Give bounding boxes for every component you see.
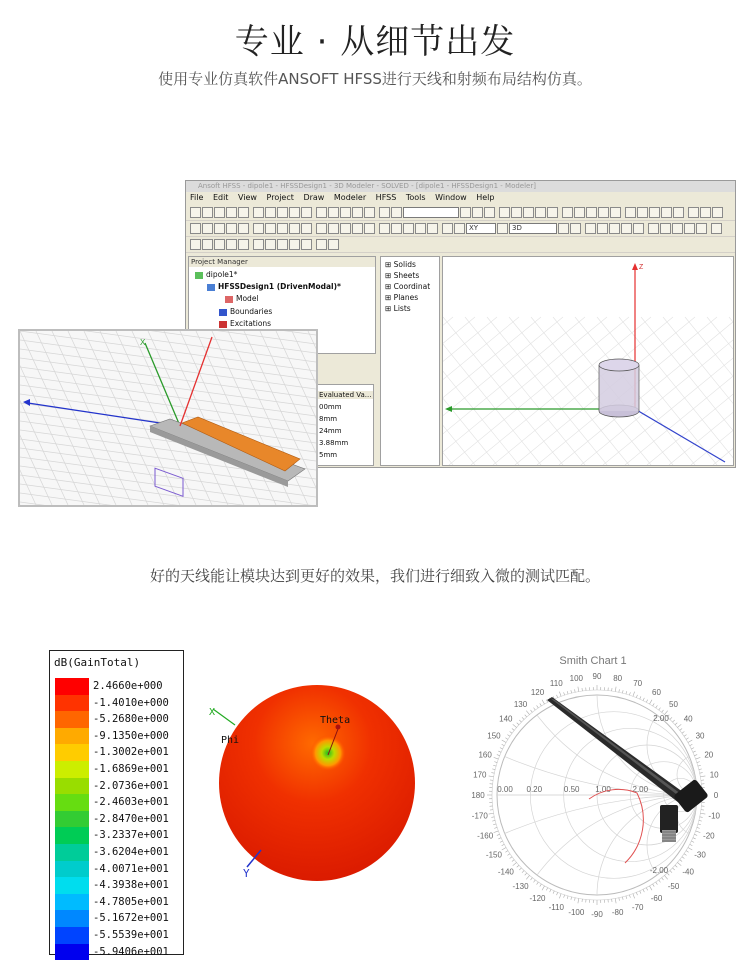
smith-angle-label: -40	[682, 867, 694, 877]
smith-angle-label: -10	[708, 811, 720, 821]
toolbar-button[interactable]	[621, 223, 632, 234]
toolbar-button[interactable]	[610, 207, 621, 218]
antenna-base	[660, 805, 678, 833]
legend-swatch	[55, 894, 89, 911]
menu-modeler[interactable]: Modeler	[333, 193, 367, 202]
smith-resistance-label: 0.20	[526, 785, 543, 794]
toolbar-button[interactable]	[238, 223, 249, 234]
tree-item-solids[interactable]: ⊞ Solids	[385, 260, 416, 269]
legend-label: -1.6869e+001	[93, 763, 169, 775]
toolbar-button[interactable]	[660, 223, 671, 234]
toolbar-button[interactable]	[226, 223, 237, 234]
smith-angle-label: 180	[471, 791, 485, 800]
toolbar-button[interactable]	[226, 239, 237, 250]
legend-swatch	[55, 728, 89, 745]
toolbar-button[interactable]	[574, 207, 585, 218]
toolbar-button[interactable]	[265, 207, 276, 218]
radiation-svg	[205, 675, 455, 885]
smith-resistance-label: 2.00	[632, 785, 649, 794]
legend-swatch	[55, 711, 89, 728]
toolbar-button[interactable]	[265, 223, 276, 234]
radiation-pattern-3d	[205, 675, 455, 885]
toolbar-button[interactable]	[625, 207, 636, 218]
toolbar-button[interactable]	[700, 207, 711, 218]
toolbar-button[interactable]	[585, 223, 596, 234]
project-icon	[195, 272, 203, 279]
toolbar-button[interactable]	[277, 223, 288, 234]
gain-legend	[49, 650, 184, 958]
smith-angle-label: -60	[650, 894, 663, 904]
toolbar-button[interactable]	[277, 239, 288, 250]
toolbar-button[interactable]	[499, 207, 510, 218]
legend-swatch	[55, 927, 89, 944]
hfss-menu-bar	[186, 192, 735, 204]
smith-resistance-label: 0.50	[563, 785, 580, 794]
modeler-viewport-svg	[443, 257, 733, 465]
legend-label: -3.6204e+001	[93, 846, 169, 858]
legend-swatch	[55, 944, 89, 961]
x-axis	[635, 409, 725, 462]
legend-label: -2.8470e+001	[93, 812, 169, 825]
toolbar-button[interactable]	[190, 207, 201, 218]
toolbar-button[interactable]	[316, 223, 327, 234]
legend-swatch	[55, 794, 89, 811]
toolbar-button[interactable]	[427, 223, 438, 234]
legend-title: dB(GainTotal)	[54, 656, 141, 669]
legend-swatch	[55, 778, 89, 795]
smith-angle-label: 110	[549, 679, 563, 689]
toolbar-button[interactable]	[570, 223, 581, 234]
toolbar-button[interactable]	[535, 207, 546, 218]
toolbar-row-2	[186, 221, 735, 237]
theta-label: Theta	[320, 715, 351, 726]
toolbar-button[interactable]	[328, 239, 339, 250]
toolbar-button[interactable]	[688, 207, 699, 218]
pcb-antenna-view	[18, 329, 318, 507]
z-axis-arrow	[632, 263, 638, 270]
toolbar-button[interactable]	[202, 223, 213, 234]
page-subtitle: 使用专业仿真软件ANSOFT HFSS进行天线和射频布局结构仿真。	[158, 70, 592, 88]
toolbar-button[interactable]	[238, 239, 249, 250]
tree-item-boundaries[interactable]: Boundaries	[219, 307, 272, 316]
legend-label: -1.3002e+001	[93, 746, 169, 759]
legend-label: -5.1672e+001	[93, 912, 169, 925]
smith-angle-label: -50	[667, 882, 680, 892]
smith-angle-label: 120	[530, 687, 545, 697]
menu-window[interactable]: Window	[435, 193, 467, 202]
legend-label: -5.9406e+001	[93, 945, 169, 958]
toolbar-button[interactable]	[214, 207, 225, 218]
smith-angle-label: 70	[633, 679, 643, 689]
smith-angle-label: -80	[611, 908, 624, 918]
toolbar-button[interactable]	[265, 239, 276, 250]
smith-angle-label: 40	[683, 714, 693, 724]
smith-resistance-label: 0.00	[497, 785, 513, 794]
smith-angle-label: -130	[512, 882, 529, 892]
toolbar-button[interactable]	[238, 207, 249, 218]
toolbar-button[interactable]	[547, 207, 558, 218]
property-value: 24mm	[319, 427, 342, 435]
toolbar-button[interactable]	[289, 239, 300, 250]
toolbar-button[interactable]	[289, 223, 300, 234]
legend-label: -2.0736e+001	[93, 779, 169, 792]
toolbar-button[interactable]	[316, 239, 327, 250]
tree-item-lists[interactable]: ⊞ Lists	[385, 304, 411, 313]
project-manager-header: Project Manager	[189, 257, 375, 267]
toolbar-button[interactable]	[277, 207, 288, 218]
tree-item-design[interactable]: HFSSDesign1 (DrivenModal)*	[207, 282, 341, 291]
toolbar-button[interactable]	[214, 239, 225, 250]
menu-view[interactable]: View	[237, 193, 257, 202]
cylinder-model	[599, 359, 639, 417]
property-value: 8mm	[319, 415, 338, 423]
toolbar-button[interactable]	[226, 207, 237, 218]
legend-label: 2.4660e+000	[93, 680, 163, 692]
legend-label: -3.2337e+001	[93, 829, 169, 842]
legend-swatch	[55, 827, 89, 844]
modeler-3d-view[interactable]	[442, 256, 734, 466]
smith-angle-label: -90	[591, 910, 603, 919]
smith-angle-label: 60	[652, 687, 661, 697]
toolbar-button[interactable]	[253, 239, 264, 250]
toolbar-button[interactable]	[497, 223, 508, 234]
toolbar-button[interactable]	[379, 207, 390, 218]
toolbar-button[interactable]	[558, 223, 569, 234]
excitations-icon	[219, 321, 227, 328]
legend-label: -4.7805e+001	[93, 895, 169, 908]
smith-angle-label: -140	[497, 867, 514, 877]
toolbar-select[interactable]: 3D	[509, 223, 557, 234]
menu-draw[interactable]: Draw	[303, 193, 325, 202]
legend-swatch	[55, 877, 89, 894]
smith-angle-label: -110	[548, 902, 565, 912]
toolbar-button[interactable]	[712, 207, 723, 218]
legend-label: -9.1350e+000	[93, 729, 169, 742]
toolbar-row-3	[186, 237, 735, 253]
toolbar-select[interactable]	[403, 207, 459, 218]
toolbar-button[interactable]	[391, 207, 402, 218]
toolbar-button[interactable]	[391, 223, 402, 234]
properties-panel	[316, 384, 374, 466]
phi-label: Phi	[221, 735, 240, 746]
smith-chart	[455, 645, 740, 925]
menu-tools[interactable]: Tools	[405, 193, 426, 202]
toolbar-button[interactable]	[672, 223, 683, 234]
smith-angle-label: -100	[568, 908, 585, 918]
legend-swatch	[55, 861, 89, 878]
toolbar-button[interactable]	[379, 223, 390, 234]
gain-sphere	[219, 685, 415, 881]
toolbar-button[interactable]	[352, 223, 363, 234]
toolbar-button[interactable]	[328, 223, 339, 234]
toolbar-button[interactable]	[484, 207, 495, 218]
legend-label: -5.5539e+001	[93, 929, 169, 941]
smith-chart-title: Smith Chart 1	[559, 655, 627, 667]
toolbar-button[interactable]	[328, 207, 339, 218]
toolbar-button[interactable]	[202, 239, 213, 250]
smith-angle-label: -30	[694, 850, 706, 860]
toolbar-row-1	[186, 205, 735, 221]
toolbar-button[interactable]	[460, 207, 471, 218]
model-tree-panel	[380, 256, 440, 466]
smith-resistance-labels	[497, 714, 669, 875]
smith-angle-label: -120	[529, 894, 546, 904]
tree-item-model[interactable]: Model	[225, 294, 259, 303]
smith-angle-label: 150	[487, 731, 501, 741]
menu-file[interactable]: File	[190, 193, 204, 202]
smith-resistance-label: 1.00	[595, 785, 611, 794]
smith-angle-label: 130	[513, 699, 528, 709]
gain-null	[310, 735, 346, 771]
toolbar-button[interactable]	[301, 207, 312, 218]
tree-item-coordinates[interactable]: ⊞ Coordinat	[385, 282, 431, 291]
property-value: 3.88mm	[319, 439, 349, 447]
property-value: 5mm	[319, 451, 338, 459]
model-icon	[225, 296, 233, 303]
legend-label: -4.0071e+001	[93, 862, 169, 875]
smith-angle-label: 140	[499, 714, 513, 724]
toolbar-button[interactable]	[598, 207, 609, 218]
toolbar-button[interactable]	[442, 223, 453, 234]
toolbar-button[interactable]	[352, 207, 363, 218]
smith-angle-label: 50	[669, 699, 678, 709]
toolbar-button[interactable]	[253, 223, 264, 234]
toolbar-button[interactable]	[711, 223, 722, 234]
property-value: 00mm	[319, 403, 342, 411]
legend-label: -5.2680e+000	[93, 713, 169, 726]
toolbar-button[interactable]	[673, 207, 684, 218]
smith-angle-label: 90	[592, 672, 602, 681]
toolbar-button[interactable]	[190, 239, 201, 250]
toolbar-button[interactable]	[609, 223, 620, 234]
toolbar-button[interactable]	[403, 223, 414, 234]
menu-help[interactable]: Help	[476, 193, 495, 202]
legend-swatch	[55, 761, 89, 778]
toolbar-select[interactable]: XY	[466, 223, 496, 234]
toolbar-button[interactable]	[301, 223, 312, 234]
toolbar-button[interactable]	[301, 239, 312, 250]
toolbar-button[interactable]	[661, 207, 672, 218]
smith-angle-label: 0	[713, 791, 719, 800]
tree-item-planes[interactable]: ⊞ Planes	[385, 293, 419, 302]
smith-chart-svg	[455, 645, 740, 925]
legend-label: -4.3938e+001	[93, 879, 169, 892]
tree-item-project[interactable]: dipole1*	[195, 270, 237, 279]
smith-angle-label: 100	[569, 673, 584, 683]
toolbar-button[interactable]	[415, 223, 426, 234]
menu-hfss[interactable]: HFSS	[375, 193, 397, 202]
toolbar-button[interactable]	[472, 207, 483, 218]
toolbar-button[interactable]	[364, 223, 375, 234]
legend-swatch	[55, 744, 89, 761]
z-axis-label: Z	[639, 264, 644, 271]
legend-swatch	[55, 678, 89, 695]
toolbar-button[interactable]	[648, 223, 659, 234]
toolbar-button[interactable]	[214, 223, 225, 234]
toolbar-button[interactable]	[316, 207, 327, 218]
smith-angle-label: 30	[695, 731, 705, 741]
smith-angle-label: 80	[613, 673, 623, 683]
legend-swatch	[55, 844, 89, 861]
smith-angle-label: -20	[703, 831, 715, 841]
smith-reactance-label: -2.00	[649, 866, 669, 875]
toolbar-button[interactable]	[454, 223, 465, 234]
toolbar-button[interactable]	[364, 207, 375, 218]
legend-swatch	[55, 811, 89, 828]
properties-header: Evaluated Va...	[319, 391, 372, 399]
smith-angle-label: -70	[631, 902, 644, 912]
legend-swatch	[55, 695, 89, 712]
x-axis-label: X	[209, 707, 216, 718]
toolbar-button[interactable]	[597, 223, 608, 234]
toolbar-button[interactable]	[637, 207, 648, 218]
menu-edit[interactable]: Edit	[212, 193, 229, 202]
section-caption: 好的天线能让模块达到更好的效果，我们进行细致入微的测试匹配。	[149, 567, 600, 585]
toolbar-button[interactable]	[253, 207, 264, 218]
toolbar-button[interactable]	[190, 223, 201, 234]
legend-label: -2.4603e+001	[93, 796, 169, 809]
smith-angle-label: -170	[471, 811, 488, 821]
toolbar-button[interactable]	[511, 207, 522, 218]
smith-angle-label: -160	[477, 831, 494, 841]
toolbar-button[interactable]	[684, 223, 695, 234]
toolbar-button[interactable]	[696, 223, 707, 234]
toolbar-button[interactable]	[289, 207, 300, 218]
smith-angle-label: -150	[485, 850, 502, 860]
toolbar-button[interactable]	[586, 207, 597, 218]
inset-x-label: X	[140, 338, 146, 347]
toolbar-button[interactable]	[340, 207, 351, 218]
y-axis-label: Y	[243, 867, 250, 880]
smith-angle-label: 20	[704, 750, 714, 760]
tree-item-excitations[interactable]: Excitations	[219, 319, 271, 328]
boundaries-icon	[219, 309, 227, 316]
legend-swatch	[55, 910, 89, 927]
smith-angle-label: 160	[478, 750, 492, 760]
toolbar-button[interactable]	[523, 207, 534, 218]
smith-angle-label: 170	[473, 770, 487, 780]
pcb-viewport-svg	[20, 331, 316, 505]
smith-reactance-label: 2.00	[653, 714, 669, 723]
toolbar-button[interactable]	[340, 223, 351, 234]
page-title: 专业 · 从细节出发	[234, 22, 516, 62]
tree-item-sheets[interactable]: ⊞ Sheets	[385, 271, 420, 280]
toolbar-button[interactable]	[633, 223, 644, 234]
toolbar-button[interactable]	[649, 207, 660, 218]
toolbar-button[interactable]	[562, 207, 573, 218]
smith-angle-label: 10	[709, 770, 719, 780]
phi-axis	[213, 709, 235, 725]
legend-label: -1.4010e+000	[93, 696, 169, 709]
menu-project[interactable]: Project	[266, 193, 294, 202]
hfss-title-bar: Ansoft HFSS - dipole1 - HFSSDesign1 - 3D Modeler - SOLVED - [dipole1 - HFSSDesign1 - Modeler]	[186, 181, 735, 192]
toolbar-button[interactable]	[202, 207, 213, 218]
design-icon	[207, 284, 215, 291]
